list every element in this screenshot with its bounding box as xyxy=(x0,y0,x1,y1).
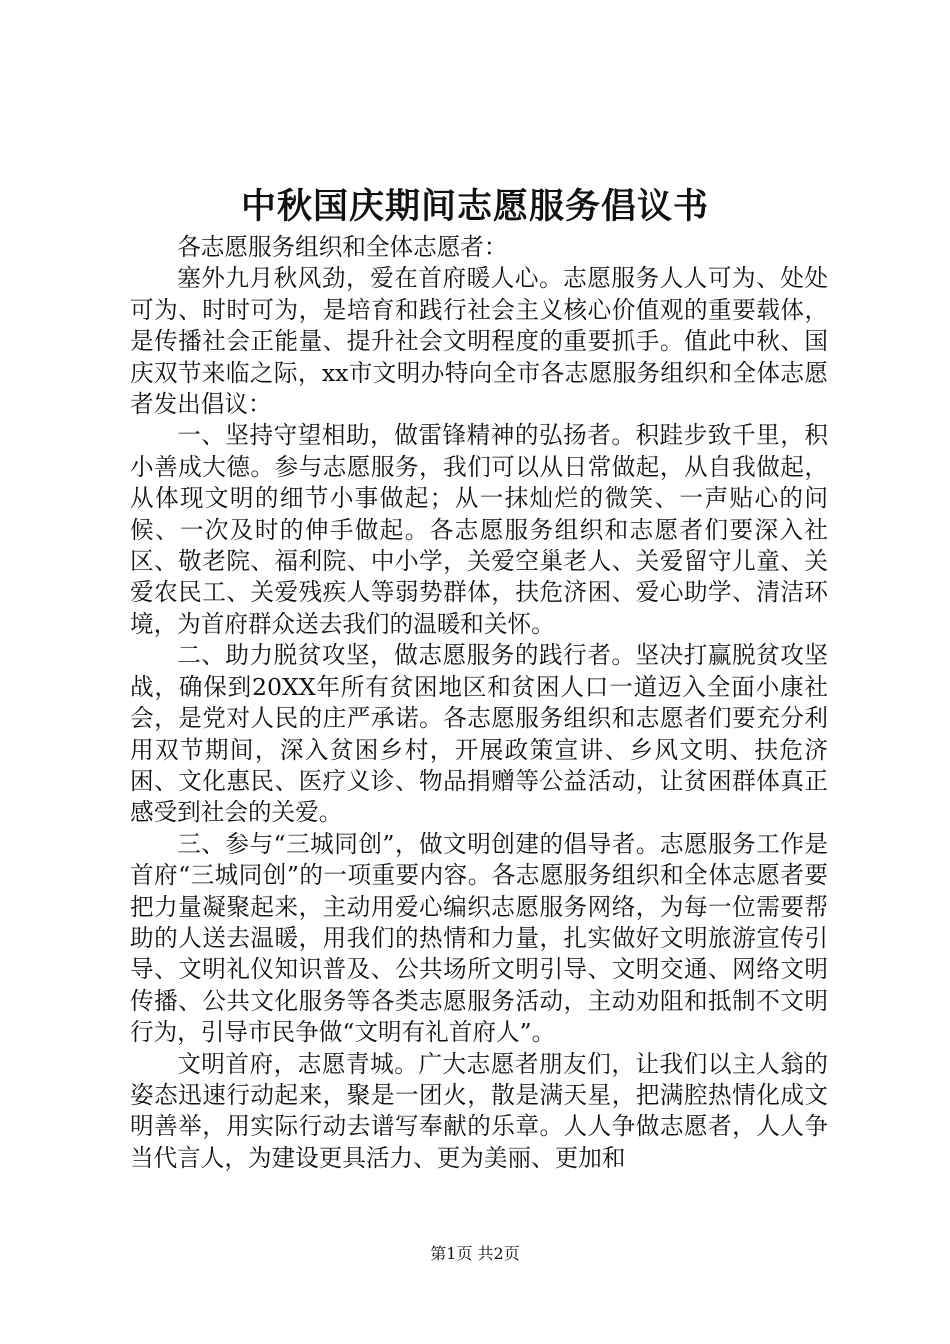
paragraph-closing: 文明首府，志愿青城。广大志愿者朋友们，让我们以主人翁的姿态迅速行动起来，聚是一团火，散是满天星，把满腔热情化成文明善举，用实际行动去谱写奉献的乐章。人人争做志愿者，人人争当代言人，为建设更具活力、更为美丽、更加和 xyxy=(130,1049,828,1172)
document-title: 中秋国庆期间志愿服务倡议书 xyxy=(240,187,709,227)
salutation: 各志愿服务组织和全体志愿者： xyxy=(177,233,508,261)
paragraph-point-3: 三、参与“三城同创”，做文明创建的倡导者。志愿服务工作是首府“三城同创”的一项重要内容。各志愿服务组织和全体志愿者要把力量凝聚起来，主动用爱心编织志愿服务网络，为每一位需要帮助的人送去温暖，用我们的热情和力量，扎实做好文明旅游宣传引导、文明礼仪知识普及、公共场所文明引导、文明交通、网络文明传播、公共文化服务等各类志愿服务活动，主动劝阻和抵制不文明行为，引导市民争做“文明有礼首府人”。 xyxy=(130,829,828,1047)
paragraph-point-2: 二、助力脱贫攻坚，做志愿服务的践行者。坚决打赢脱贫攻坚战，确保到20XX年所有贫困地区和贫困人口一道迈入全面小康社会，是党对人民的庄严承诺。各志愿服务组织和志愿者们要充分利用双节期间，深入贫困乡村，开展政策宣讲、乡风文明、扶危济困、文化惠民、医疗义诊、物品捐赠等公益活动，让贫困群体真正感受到社会的关爱。 xyxy=(130,641,828,827)
page-number-footer: 第1页 共2页 xyxy=(430,1244,520,1263)
document-body xyxy=(130,232,828,1174)
paragraph-point-1: 一、坚持守望相助，做雷锋精神的弘扬者。积跬步致千里，积小善成大德。参与志愿服务，我们可以从日常做起，从自我做起，从体现文明的细节小事做起；从一抹灿烂的微笑、一声贴心的问候、一次及时的伸手做起。各志愿服务组织和志愿者们要深入社区、敬老院、福利院、中小学，关爱空巢老人、关爱留守儿童、关爱农民工、关爱残疾人等弱势群体，扶危济困、爱心助学、清洁环境，为首府群众送去我们的温暖和关怀。 xyxy=(130,421,828,638)
paragraph-intro: 塞外九月秋风劲，爱在首府暖人心。志愿服务人人可为、处处可为、时时可为，是培育和践行社会主义核心价值观的重要载体，是传播社会正能量、提升社会文明程度的重要抓手。值此中秋、国庆双节来临之际，xx市文明办特向全市各志愿服务组织和全体志愿者发出倡议： xyxy=(130,264,828,419)
